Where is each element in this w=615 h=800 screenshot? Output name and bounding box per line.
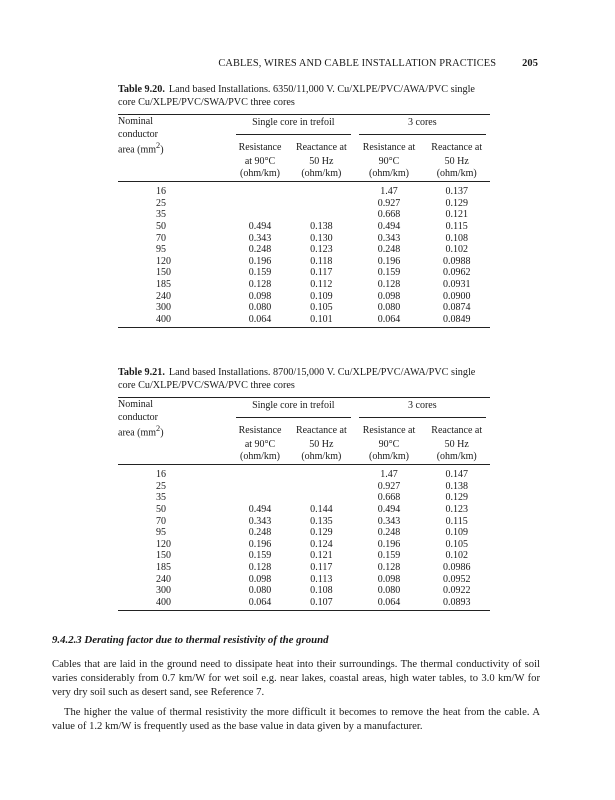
header-resistance-1-unit: (ohm/km) <box>232 451 288 465</box>
table-row <box>118 574 490 586</box>
table-cell: 16 <box>156 186 166 198</box>
table-cell <box>232 481 288 493</box>
header-resistance-2-temp: 90°C <box>378 439 400 451</box>
header-reactance-2-freq: 50 Hz <box>444 156 469 168</box>
table-cell: 0.107 <box>310 596 333 608</box>
table-cell: 0.109 <box>445 527 468 539</box>
table-cell: 0.112 <box>310 279 333 291</box>
table-row <box>118 233 490 245</box>
table-cell: 0.159 <box>377 267 401 279</box>
table-cell: 0.138 <box>445 480 468 492</box>
header-reactance-1-unit: (ohm/km) <box>288 168 355 182</box>
table-cell: 95 <box>156 244 166 256</box>
group-rule-single <box>232 129 355 141</box>
table-cell: 0.129 <box>445 197 468 209</box>
subheader-row-3 <box>118 168 490 182</box>
table-cell: 0.0988 <box>442 255 471 267</box>
table-cell: 0.124 <box>310 538 333 550</box>
table-cell: 0.138 <box>310 221 333 233</box>
section-heading: 9.4.2.3 Derating factor due to thermal resistivity of the ground <box>52 634 329 646</box>
table-cell: 185 <box>156 562 171 574</box>
table-cell: 0.105 <box>310 302 333 314</box>
header-reactance-2-freq: 50 Hz <box>444 439 469 451</box>
group-header-3-cores <box>355 398 490 412</box>
table-cell: 0.0952 <box>442 573 471 585</box>
header-area <box>118 140 232 156</box>
header-area-close: ) <box>160 144 164 156</box>
table-cell: 0.147 <box>445 469 468 481</box>
table-cell: 35 <box>156 209 166 221</box>
table-cell: 0.128 <box>248 279 272 291</box>
table-body <box>118 465 490 611</box>
table-cell: 0.080 <box>248 302 272 314</box>
table-cell: 0.108 <box>310 585 333 597</box>
table-cell: 0.343 <box>248 515 272 527</box>
table-cell: 0.494 <box>248 504 272 516</box>
table-row <box>118 516 490 528</box>
table-caption <box>118 83 490 109</box>
group-header-single-core <box>232 115 355 129</box>
table-cell: 300 <box>156 585 171 597</box>
data-table <box>118 397 490 611</box>
table-cell <box>232 198 288 210</box>
table-cell: 0.128 <box>248 562 272 574</box>
header-reactance-2: Reactance at <box>431 425 483 437</box>
header-resistance-1-unit: (ohm/km) <box>232 168 288 182</box>
table-cell <box>288 492 355 504</box>
table-row <box>118 198 490 210</box>
table-row <box>118 314 490 328</box>
header-resistance-2-unit: (ohm/km) <box>355 168 424 182</box>
table-cell: 0.098 <box>248 573 272 585</box>
table-cell: 0.668 <box>377 492 401 504</box>
subheader-row-3 <box>118 451 490 465</box>
table-cell: 0.064 <box>248 313 272 325</box>
table-cell: 0.0931 <box>442 279 471 291</box>
table-cell: 0.129 <box>310 527 333 539</box>
table-cell <box>288 198 355 210</box>
table-cell <box>232 209 288 221</box>
table-cell: 0.098 <box>377 290 401 302</box>
header-resistance-1-temp: at 90°C <box>244 156 276 168</box>
table-row <box>118 244 490 256</box>
table-cell: 0.135 <box>310 515 333 527</box>
table-cell: 0.196 <box>377 538 401 550</box>
table-cell <box>288 465 355 481</box>
table-cell: 0.064 <box>377 313 401 325</box>
header-resistance-2-unit: (ohm/km) <box>355 451 424 465</box>
table-cell: 185 <box>156 279 171 291</box>
table-cell: 0.098 <box>248 290 272 302</box>
table-caption-text: Land based Installations. 6350/11,000 V. Cu/XLPE/PVC/AWA/PVC single core Cu/XLPE/PVC/SWA/PVC three cores <box>118 84 475 108</box>
group-header-single-core-label: Single core in trefoil <box>252 400 335 411</box>
table-label: Table 9.20. <box>118 84 165 95</box>
table-cell: 0.128 <box>377 562 401 574</box>
table-cell: 0.0986 <box>442 562 471 574</box>
table-cell: 0.128 <box>377 279 401 291</box>
table-cell: 95 <box>156 527 166 539</box>
table-cell: 70 <box>156 232 166 244</box>
table-row <box>118 597 490 611</box>
group-rule-row <box>118 129 490 141</box>
table-cell: 0.123 <box>310 244 333 256</box>
header-resistance-2: Resistance at <box>362 142 416 154</box>
table-cell: 35 <box>156 492 166 504</box>
table-cell: 0.248 <box>377 527 401 539</box>
header-resistance-1: Resistance <box>238 142 282 154</box>
table-row <box>118 562 490 574</box>
paragraph: The higher the value of thermal resistivity the more difficult it becomes to remove the heat from the cable. A value of 1.2 km/W is frequently used as the base value in data given by a manufacturer. <box>52 707 540 733</box>
table-row <box>118 539 490 551</box>
table-label: Table 9.21. <box>118 367 165 378</box>
group-header-3-cores-label: 3 cores <box>408 400 437 411</box>
group-rule-3cores <box>355 129 490 141</box>
header-area-sup: 2 <box>156 424 161 434</box>
table-cell: 0.248 <box>377 244 401 256</box>
table-9-21 <box>118 366 490 611</box>
table-cell: 0.130 <box>310 232 333 244</box>
table-row <box>118 302 490 314</box>
header-reactance-1: Reactance at <box>295 425 347 437</box>
table-cell <box>288 481 355 493</box>
table-cell: 0.080 <box>377 585 401 597</box>
table-cell <box>232 492 288 504</box>
table-cell: 0.927 <box>377 480 401 492</box>
data-table <box>118 114 490 328</box>
header-resistance-1-temp: at 90°C <box>244 439 276 451</box>
table-9-20 <box>118 83 490 328</box>
table-row <box>118 550 490 562</box>
table-cell: 0.0874 <box>442 302 471 314</box>
header-conductor: conductor <box>118 128 158 140</box>
subheader-row-1 <box>118 140 490 156</box>
table-cell: 50 <box>156 221 166 233</box>
table-row <box>118 585 490 597</box>
table-row <box>118 481 490 493</box>
table-cell: 0.494 <box>248 221 272 233</box>
table-cell: 0.159 <box>248 267 272 279</box>
table-cell: 0.098 <box>377 573 401 585</box>
table-cell: 0.0900 <box>442 290 471 302</box>
table-cell: 240 <box>156 290 171 302</box>
table-cell: 0.0922 <box>442 585 471 597</box>
subheader-row-2 <box>118 156 490 168</box>
table-row <box>118 209 490 221</box>
table-row <box>118 465 490 481</box>
group-rule-3cores <box>355 412 490 424</box>
table-cell: 0.101 <box>310 313 333 325</box>
table-cell: 0.123 <box>445 504 468 516</box>
table-cell <box>288 182 355 198</box>
table-row <box>118 182 490 198</box>
running-header-title: CABLES, WIRES AND CABLE INSTALLATION PRACTICES <box>218 58 497 69</box>
table-cell: 0.080 <box>248 585 272 597</box>
table-body <box>118 182 490 328</box>
table-row <box>118 291 490 303</box>
table-cell: 0.144 <box>310 504 333 516</box>
group-header-3-cores-label: 3 cores <box>408 117 437 128</box>
table-cell: 0.927 <box>377 197 401 209</box>
table-cell: 0.0849 <box>442 313 471 325</box>
header-nominal: Nominal <box>118 116 153 127</box>
table-cell: 0.196 <box>248 255 272 267</box>
header-reactance-2: Reactance at <box>431 142 483 154</box>
table-row <box>118 527 490 539</box>
header-nominal: Nominal <box>118 399 153 410</box>
table-cell: 0.0893 <box>442 596 471 608</box>
table-cell: 120 <box>156 538 171 550</box>
page-number: 205 <box>522 58 538 69</box>
group-header-row <box>118 398 490 412</box>
table-cell <box>232 182 288 198</box>
header-resistance-2: Resistance at <box>362 425 416 437</box>
table-row <box>118 492 490 504</box>
table-cell: 0.113 <box>310 573 333 585</box>
table-cell: 0.668 <box>377 209 401 221</box>
table-cell: 0.115 <box>445 515 468 527</box>
group-header-row <box>118 115 490 129</box>
table-row <box>118 267 490 279</box>
header-reactance-2-unit: (ohm/km) <box>423 451 490 465</box>
table-cell: 0.159 <box>248 550 272 562</box>
table-cell: 16 <box>156 469 166 481</box>
header-resistance-2-temp: 90°C <box>378 156 400 168</box>
table-cell: 0.121 <box>445 209 468 221</box>
group-header-single-core-label: Single core in trefoil <box>252 117 335 128</box>
header-area-text: area (mm <box>118 427 157 439</box>
table-cell: 0.105 <box>445 538 468 550</box>
header-area-sup: 2 <box>156 141 161 151</box>
table-cell: 0.118 <box>310 255 333 267</box>
group-rule-single <box>232 412 355 424</box>
table-cell: 1.47 <box>380 186 398 198</box>
subheader-row-1 <box>118 423 490 439</box>
header-resistance-1: Resistance <box>238 425 282 437</box>
running-header <box>118 57 538 70</box>
header-reactance-1-freq: 50 Hz <box>309 439 334 451</box>
header-conductor: conductor <box>118 411 158 423</box>
table-cell: 150 <box>156 267 171 279</box>
table-cell: 50 <box>156 504 166 516</box>
table-cell: 0.0962 <box>442 267 471 279</box>
table-row <box>118 279 490 291</box>
group-header-single-core <box>232 398 355 412</box>
table-cell: 0.248 <box>248 244 272 256</box>
table-cell: 25 <box>156 480 166 492</box>
table-row <box>118 504 490 516</box>
table-cell: 120 <box>156 255 171 267</box>
header-area-close: ) <box>160 427 164 439</box>
table-cell: 70 <box>156 515 166 527</box>
table-cell: 0.137 <box>445 186 468 198</box>
table-cell: 0.115 <box>445 221 468 233</box>
table-cell: 0.196 <box>248 538 272 550</box>
table-cell: 0.109 <box>310 290 333 302</box>
header-reactance-1-freq: 50 Hz <box>309 156 334 168</box>
table-caption-text: Land based Installations. 8700/15,000 V. Cu/XLPE/PVC/AWA/PVC single core Cu/XLPE/PVC/SWA/PVC three cores <box>118 367 476 391</box>
table-cell: 0.343 <box>248 232 272 244</box>
group-rule-row <box>118 412 490 424</box>
subheader-row-2 <box>118 439 490 451</box>
table-cell: 0.064 <box>248 596 272 608</box>
table-cell: 0.064 <box>377 596 401 608</box>
table-cell: 0.121 <box>310 550 333 562</box>
table-cell <box>232 465 288 481</box>
table-cell: 400 <box>156 313 171 325</box>
group-header-3-cores <box>355 115 490 129</box>
header-reactance-1-unit: (ohm/km) <box>288 451 355 465</box>
header-area <box>118 423 232 439</box>
header-reactance-2-unit: (ohm/km) <box>423 168 490 182</box>
table-cell: 0.117 <box>310 562 333 574</box>
table-cell: 0.117 <box>310 267 333 279</box>
table-cell: 0.159 <box>377 550 401 562</box>
table-cell: 0.494 <box>377 504 401 516</box>
table-cell: 240 <box>156 573 171 585</box>
table-cell: 150 <box>156 550 171 562</box>
table-cell: 400 <box>156 596 171 608</box>
table-cell: 0.080 <box>377 302 401 314</box>
table-cell: 0.248 <box>248 527 272 539</box>
table-cell: 0.343 <box>377 515 401 527</box>
table-row <box>118 221 490 233</box>
paragraph: Cables that are laid in the ground need to dissipate heat into their surroundings. The thermal conductivity of soil varies considerably from 0.7 km/W for wet soil e.g. near lakes, coastal areas, high water tables, to 3.0 km/W for very dry soil such as desert sand, see Reference 7. <box>52 659 540 699</box>
table-cell: 300 <box>156 302 171 314</box>
table-cell: 0.494 <box>377 221 401 233</box>
table-row <box>118 256 490 268</box>
table-cell: 0.102 <box>445 550 468 562</box>
header-reactance-1: Reactance at <box>295 142 347 154</box>
table-cell: 0.343 <box>377 232 401 244</box>
table-cell: 0.102 <box>445 244 468 256</box>
header-area-text: area (mm <box>118 144 157 156</box>
section-thermal-resistivity <box>52 634 540 734</box>
table-cell: 0.108 <box>445 232 468 244</box>
table-cell: 25 <box>156 197 166 209</box>
table-cell: 1.47 <box>380 469 398 481</box>
table-cell: 0.129 <box>445 492 468 504</box>
table-cell: 0.196 <box>377 255 401 267</box>
table-cell <box>288 209 355 221</box>
table-caption <box>118 366 490 392</box>
